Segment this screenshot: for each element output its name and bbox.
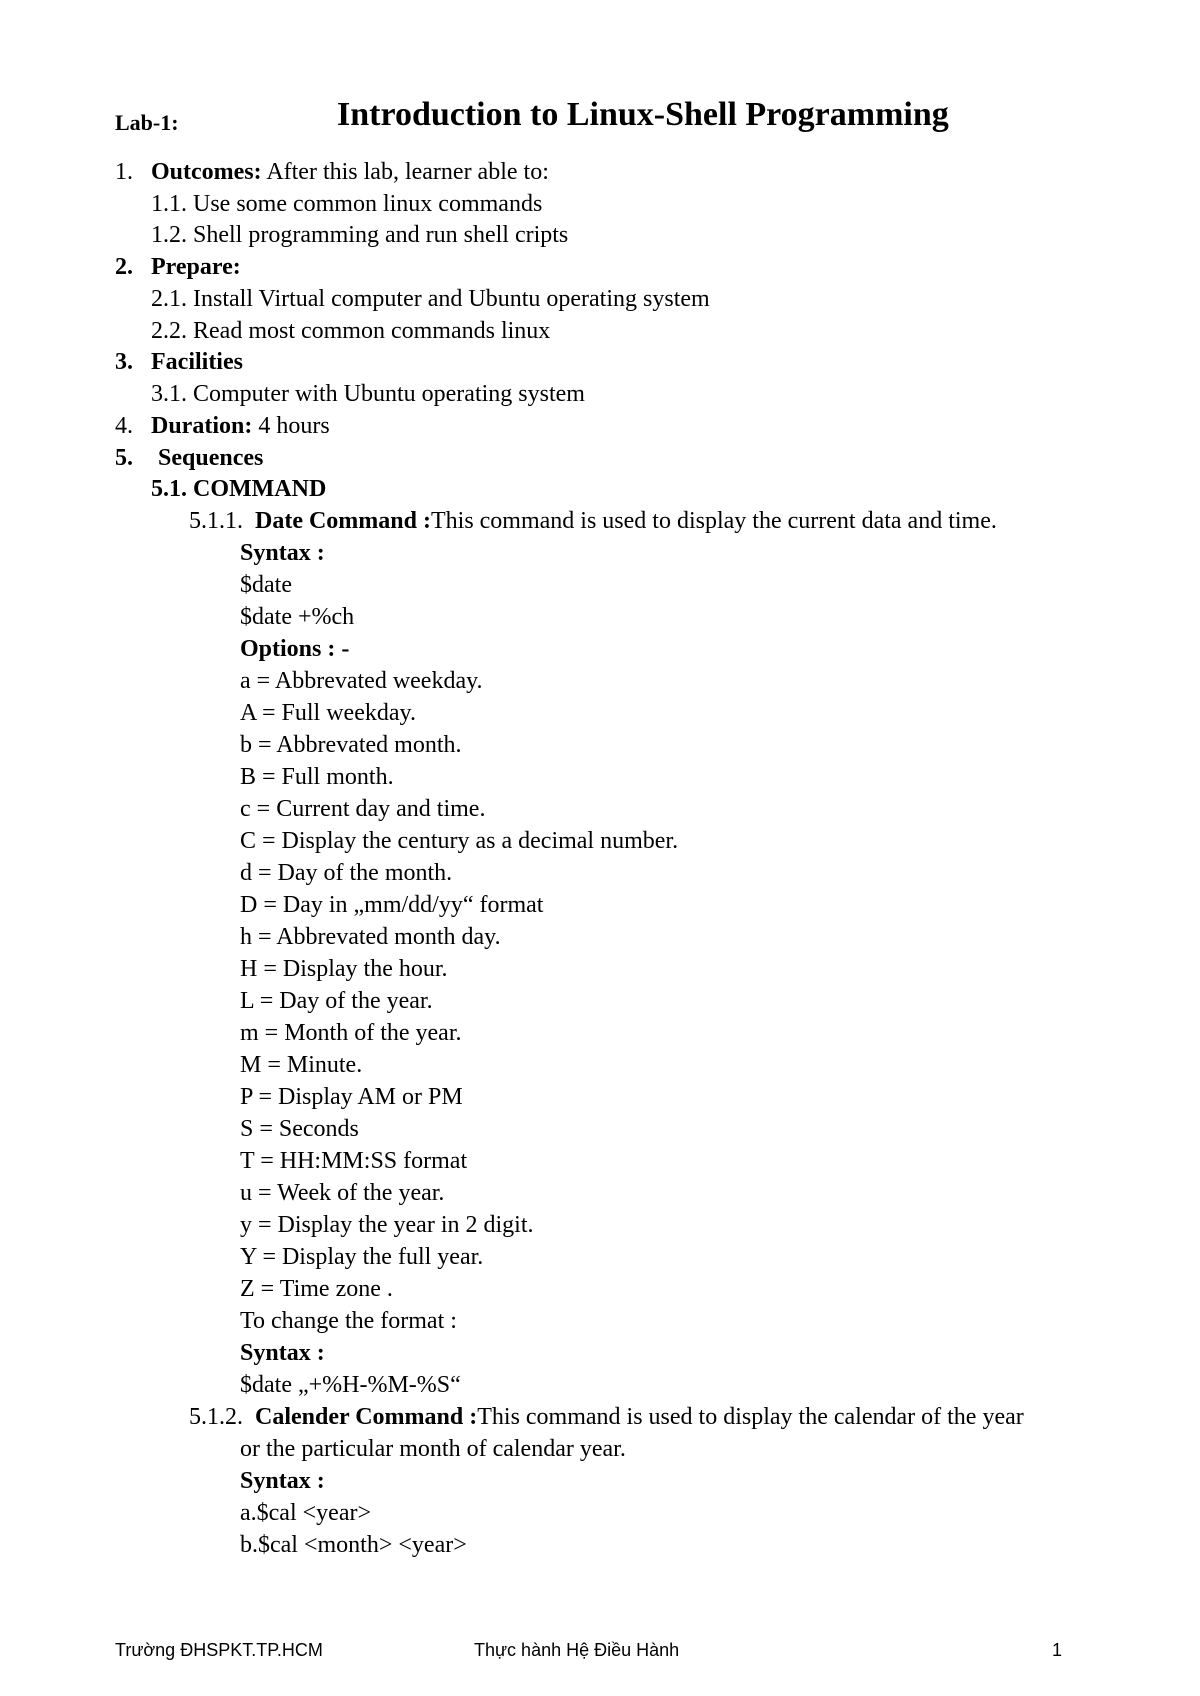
syntax-line: $date +%ch <box>240 604 355 630</box>
section-duration <box>151 411 330 441</box>
option-item: S = Seconds <box>240 1116 359 1142</box>
option-item: Z = Time zone . <box>240 1276 393 1302</box>
option-item: c = Current day and time. <box>240 796 486 822</box>
list-item: 1.1. Use some common linux commands <box>151 191 543 217</box>
option-item: y = Display the year in 2 digit. <box>240 1212 534 1238</box>
page-footer <box>0 1640 1200 1670</box>
list-item: 2.1. Install Virtual computer and Ubuntu operating system <box>151 286 710 312</box>
syntax-label: Syntax : <box>240 1468 325 1494</box>
section-heading: Duration: <box>151 413 253 439</box>
command-name: Calender Command : <box>255 1404 478 1430</box>
command-description: This command is used to display the calendar of the year <box>477 1404 1024 1430</box>
option-item: B = Full month. <box>240 764 394 790</box>
command-description-cont: or the particular month of calendar year. <box>240 1436 626 1462</box>
syntax-line: a.$cal <year> <box>240 1500 371 1526</box>
options-label: Options : - <box>240 636 350 662</box>
subsection-number: 5.1.2. <box>189 1404 243 1430</box>
section-number: 1. <box>115 159 133 185</box>
option-item: u = Week of the year. <box>240 1180 445 1206</box>
option-item: T = HH:MM:SS format <box>240 1148 468 1174</box>
section-text: After this lab, learner able to: <box>261 159 549 185</box>
option-item: d = Day of the month. <box>240 860 453 886</box>
option-item: Y = Display the full year. <box>240 1244 484 1270</box>
calendar-command-heading <box>189 1402 1024 1432</box>
option-item: D = Day in „mm/dd/yy“ format <box>240 892 544 918</box>
option-item: b = Abbrevated month. <box>240 732 462 758</box>
section-text: 4 hours <box>252 413 330 439</box>
option-item: A = Full weekday. <box>240 700 416 726</box>
title-row <box>115 96 1115 146</box>
option-item: h = Abbrevated month day. <box>240 924 501 950</box>
option-item: C = Display the century as a decimal number. <box>240 828 679 854</box>
footer-course: Thực hành Hệ Điều Hành <box>474 1640 680 1660</box>
option-item: H = Display the hour. <box>240 956 448 982</box>
section-heading: Sequences <box>158 445 264 471</box>
page-title: Introduction to Linux-Shell Programming <box>337 96 949 133</box>
option-item: L = Day of the year. <box>240 988 433 1014</box>
section-number: 3. <box>115 349 133 375</box>
subsection-heading: 5.1. COMMAND <box>151 476 327 502</box>
command-name: Date Command : <box>255 508 431 534</box>
lab-label: Lab-1: <box>115 110 179 135</box>
syntax-line: $date „+%H-%M-%S“ <box>240 1372 461 1398</box>
list-item: 2.2. Read most common commands linux <box>151 318 551 344</box>
list-item: 1.2. Shell programming and run shell cripts <box>151 222 569 248</box>
section-number: 4. <box>115 413 133 439</box>
page-number: 1 <box>1052 1640 1063 1660</box>
command-description: This command is used to display the current data and time. <box>430 508 997 534</box>
subsection-number: 5.1.1. <box>189 508 243 534</box>
option-item: a = Abbrevated weekday. <box>240 668 483 694</box>
list-item: 3.1. Computer with Ubuntu operating system <box>151 381 585 407</box>
section-heading: Outcomes: <box>151 159 262 185</box>
footer-school: Trường ĐHSPKT.TP.HCM <box>115 1640 323 1660</box>
syntax-line: $date <box>240 572 292 598</box>
date-command-heading <box>189 506 997 536</box>
section-heading: Prepare: <box>151 254 241 280</box>
option-item: M = Minute. <box>240 1052 363 1078</box>
section-number: 2. <box>115 254 133 280</box>
option-item: P = Display AM or PM <box>240 1084 463 1110</box>
section-outcomes <box>151 157 549 187</box>
change-format-text: To change the format : <box>240 1308 457 1334</box>
section-number: 5. <box>115 445 133 471</box>
option-item: m = Month of the year. <box>240 1020 462 1046</box>
section-heading: Facilities <box>151 349 243 375</box>
syntax-label: Syntax : <box>240 540 325 566</box>
syntax-line: b.$cal <month> <year> <box>240 1532 467 1558</box>
syntax-label: Syntax : <box>240 1340 325 1366</box>
